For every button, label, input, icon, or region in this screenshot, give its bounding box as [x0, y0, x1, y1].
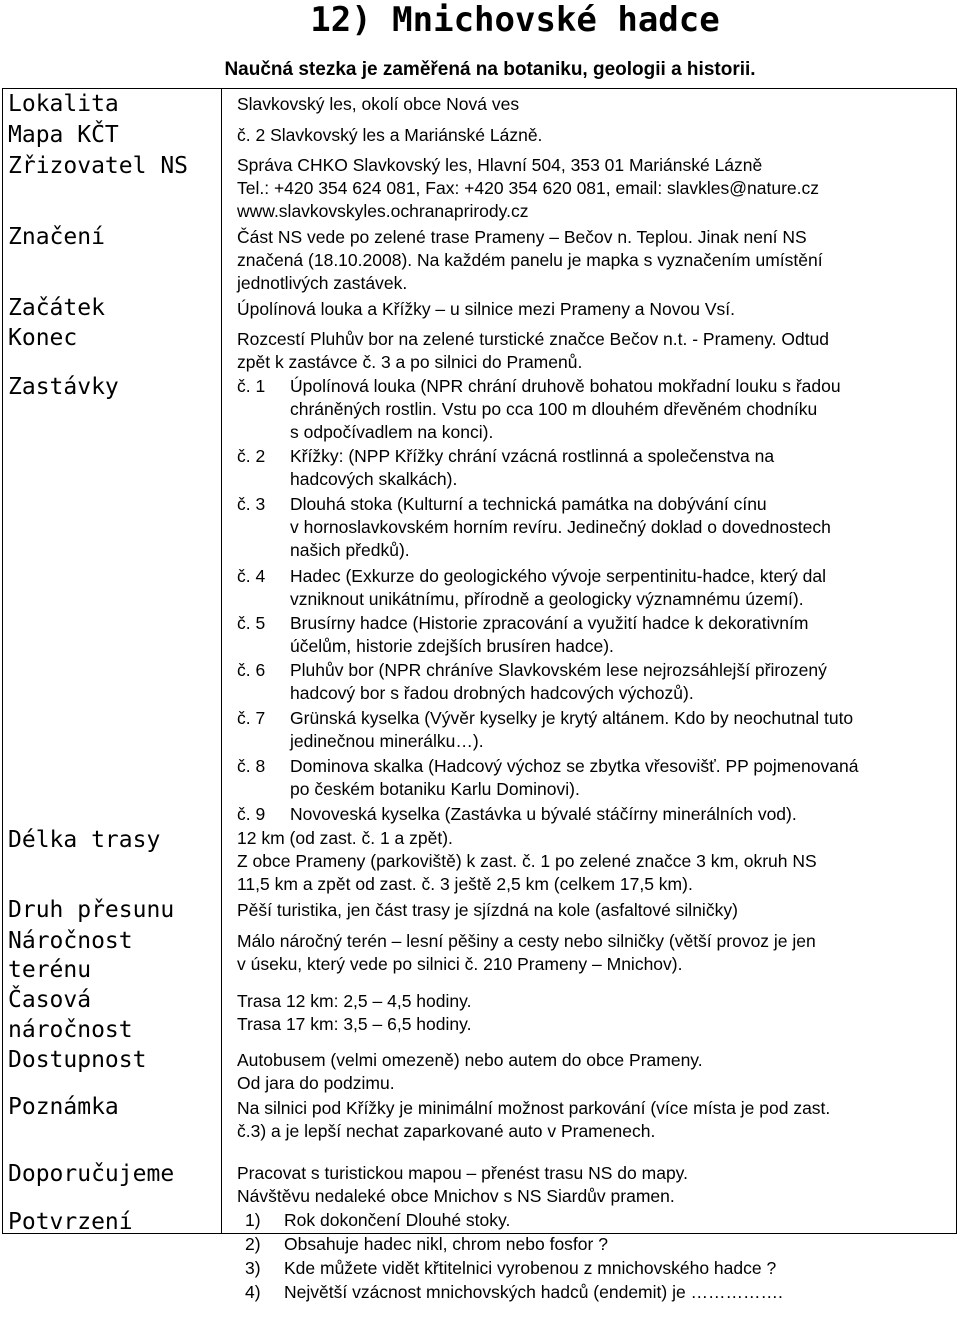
- label-casova-2: náročnost: [8, 1017, 133, 1043]
- value-zacatek-text: Úpolínová louka a Křížky – u silnice mezi Prameny a Novou Vsí.: [237, 299, 735, 319]
- value-lokalita: [237, 93, 952, 116]
- value-mapa-text: č. 2 Slavkovský les a Mariánské Lázně.: [237, 125, 543, 145]
- stop-number: č. 3: [237, 494, 266, 514]
- stop-number: č. 8: [237, 756, 266, 776]
- question-text: Největší vzácnost mnichovských hadců (endemit) je …………….: [284, 1282, 783, 1302]
- stop-line: Novoveská kyselka (Zastávka u bývalé stáčírny minerálních vod).: [290, 804, 797, 824]
- stop-line: účelům, historie zdejších brusíren hadce).: [290, 636, 614, 656]
- delka-line: 12 km (od zast. č. 1 a zpět).: [237, 828, 453, 848]
- value-dostupnost: [237, 1049, 952, 1095]
- stop-line: Grünská kyselka (Vývěr kyselky je krytý altánem. Kdo by neochutnal tuto: [290, 708, 854, 728]
- value-zacatek: [237, 298, 952, 321]
- question-number: 4): [245, 1282, 261, 1302]
- stop-line: vzniknout unikátnímu, přírodně a geologicky významnému území).: [290, 589, 804, 609]
- question-number: 1): [245, 1210, 261, 1230]
- znaceni-line: značená (18.10.2008). Na každém panelu je mapka s vyznačením umístění: [237, 250, 823, 270]
- stop-line: Pluhův bor (NPR chráníve Slavkovském lese nejrozsáhlejší přirozený: [290, 660, 827, 680]
- stop-line: hadcový bor s řadou drobných hadcových výchozů).: [290, 683, 694, 703]
- value-delka: [237, 827, 952, 896]
- stop-line: Brusírny hadce (Historie zpracování a využití hadce k dekorativním: [290, 613, 809, 633]
- question-text: Kde můžete vidět křtitelnici vyrobenou z mnichovského hadce ?: [284, 1258, 777, 1278]
- label-mapa: Mapa KČT: [8, 122, 119, 148]
- value-mapa: [237, 124, 952, 147]
- value-druh: [237, 899, 952, 922]
- table-column-divider: [221, 88, 222, 1234]
- question-item: [245, 1233, 945, 1256]
- label-zacatek: Začátek: [8, 295, 105, 321]
- narocnost-line: v úseku, který vede po silnici č. 210 Prameny – Mnichov).: [237, 954, 683, 974]
- konec-line: Rozcestí Pluhův bor na zelené turstické značce Bečov n.t. - Prameny. Odtud: [237, 329, 830, 349]
- value-konec: [237, 328, 952, 374]
- casova-line: Trasa 17 km: 3,5 – 6,5 hodiny.: [237, 1014, 472, 1034]
- label-doporucujeme: Doporučujeme: [8, 1161, 175, 1187]
- value-casova: [237, 990, 952, 1036]
- delka-line: 11,5 km a zpět od zast. č. 3 ještě 2,5 km (celkem 17,5 km).: [237, 874, 693, 894]
- stop-number: č. 1: [237, 376, 266, 396]
- label-poznamka: Poznámka: [8, 1094, 119, 1120]
- zrizovatel-line: Tel.: +420 354 624 081, Fax: +420 354 620 081, email: slavkles@nature.cz: [237, 178, 820, 198]
- label-delka: Délka trasy: [8, 827, 161, 853]
- dostupnost-line: Od jara do podzimu.: [237, 1073, 395, 1093]
- stop-line: Hadec (Exkurze do geologického vývoje serpentinitu-hadce, který dal: [290, 566, 826, 586]
- delka-line: Z obce Prameny (parkoviště) k zast. č. 1 po zelené značce 3 km, okruh NS: [237, 851, 817, 871]
- label-casova-1: Časová: [8, 987, 92, 1013]
- value-znaceni: [237, 226, 952, 295]
- poznamka-line: č.3) a je lepší nechat zaparkované auto v Pramenech.: [237, 1121, 656, 1141]
- stop-line: Dominova skalka (Hadcový výchoz se zbytka vřesovišť. PP pojmenovaná: [290, 756, 859, 776]
- doporucujeme-line: Pracovat s turistickou mapou – přenést trasu NS do mapy.: [237, 1163, 688, 1183]
- dostupnost-line: Autobusem (velmi omezeně) nebo autem do obce Prameny.: [237, 1050, 703, 1070]
- zrizovatel-line: www.slavkovskyles.ochranaprirody.cz: [237, 201, 529, 221]
- value-lokalita-text: Slavkovský les, okolí obce Nová ves: [237, 94, 520, 114]
- question-text: Rok dokončení Dlouhé stoky.: [284, 1210, 511, 1230]
- stop-line: chráněných rostlin. Vstu po cca 100 m dlouhém dřevěném chodníku: [290, 399, 818, 419]
- label-konec: Konec: [8, 325, 78, 351]
- label-dostupnost: Dostupnost: [8, 1047, 147, 1073]
- label-potvrzeni: Potvrzení: [8, 1209, 133, 1235]
- value-zrizovatel: [237, 154, 952, 223]
- label-zastavky: Zastávky: [8, 374, 119, 400]
- question-text: Obsahuje hadec nikl, chrom nebo fosfor ?: [284, 1234, 608, 1254]
- casova-line: Trasa 12 km: 2,5 – 4,5 hodiny.: [237, 991, 472, 1011]
- stop-number: č. 6: [237, 660, 266, 680]
- stop-number: č. 5: [237, 613, 266, 633]
- konec-line: zpět k zastávce č. 3 a po silnici do Pramenů.: [237, 352, 583, 372]
- question-number: 2): [245, 1234, 261, 1254]
- page-title: 12) Mnichovské hadce: [310, 0, 720, 40]
- narocnost-line: Málo náročný terén – lesní pěšiny a cesty nebo silničky (větší provoz je jen: [237, 931, 816, 951]
- stop-number: č. 2: [237, 446, 266, 466]
- stop-number: č. 7: [237, 708, 266, 728]
- doporucujeme-line: Návštěvu nedaleké obce Mnichov s NS Siardův pramen.: [237, 1186, 675, 1206]
- stop-line: jedinečnou minerálku…).: [290, 731, 484, 751]
- value-doporucujeme: [237, 1162, 952, 1208]
- value-druh-text: Pěší turistika, jen část trasy je sjízdná na kole (asfaltové silničky): [237, 900, 738, 920]
- stop-line: v hornoslavkovském horním revíru. Jedinečný doklad o dovednostech: [290, 517, 831, 537]
- page-subtitle: Naučná stezka je zaměřená na botaniku, geologii a historii.: [224, 59, 756, 80]
- value-poznamka: [237, 1097, 952, 1143]
- zrizovatel-line: Správa CHKO Slavkovský les, Hlavní 504, 353 01 Mariánské Lázně: [237, 155, 763, 175]
- stop-line: našich předků).: [290, 540, 410, 560]
- question-item: [245, 1209, 945, 1232]
- stop-number: č. 4: [237, 566, 266, 586]
- label-narocnost-1: Náročnost: [8, 928, 133, 954]
- question-number: 3): [245, 1258, 261, 1278]
- stop-line: s odpočívadlem na konci).: [290, 422, 494, 442]
- stop-line: Křížky: (NPP Křížky chrání vzácná rostlinná a společenstva na: [290, 446, 775, 466]
- question-item: [245, 1257, 945, 1280]
- label-znaceni: Značení: [8, 224, 105, 250]
- value-narocnost: [237, 930, 952, 976]
- stop-line: po českém botaniku Karlu Dominovi).: [290, 779, 580, 799]
- question-item: [245, 1281, 945, 1304]
- label-zrizovatel: Zřizovatel NS: [8, 153, 189, 179]
- znaceni-line: Část NS vede po zelené trase Prameny – Bečov n. Teplou. Jinak není NS: [237, 227, 807, 247]
- znaceni-line: jednotlivých zastávek.: [237, 273, 408, 293]
- label-druh: Druh přesunu: [8, 897, 175, 923]
- stop-line: hadcových skalkách).: [290, 469, 458, 489]
- stop-number: č. 9: [237, 804, 266, 824]
- label-lokalita: Lokalita: [8, 91, 119, 117]
- label-narocnost-2: terénu: [8, 957, 92, 983]
- poznamka-line: Na silnici pod Křížky je minimální možnost parkování (více místa je pod zast.: [237, 1098, 831, 1118]
- stop-line: Úpolínová louka (NPR chrání druhově bohatou mokřadní louku s řadou: [290, 376, 841, 396]
- stop-line: Dlouhá stoka (Kulturní a technická památka na dobývání cínu: [290, 494, 767, 514]
